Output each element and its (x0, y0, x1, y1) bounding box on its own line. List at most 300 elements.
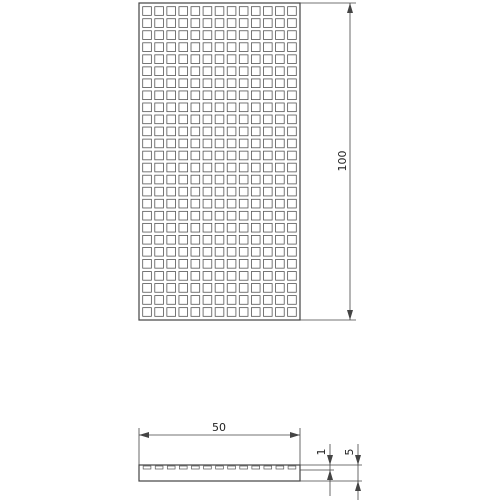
grid-cell (155, 115, 164, 124)
grid-cell (276, 55, 285, 64)
grid-cell (239, 43, 248, 52)
grid-cell (263, 199, 272, 208)
grid-cell (143, 235, 152, 244)
grid-cell (203, 19, 212, 28)
grid-cell (227, 175, 236, 184)
grid-cell (239, 31, 248, 40)
grid-cell (203, 296, 212, 305)
grid-cell (251, 19, 260, 28)
grid-cell (288, 139, 297, 148)
grid-cell (155, 55, 164, 64)
grid-cell (215, 151, 224, 160)
grid-cell (203, 211, 212, 220)
grid-cell (288, 43, 297, 52)
grid-cell (239, 127, 248, 136)
grid-cell (203, 175, 212, 184)
grid-cell (191, 259, 200, 268)
grid-cell (179, 235, 188, 244)
grid-cell (276, 151, 285, 160)
grid-cell (167, 187, 176, 196)
grid-cell (155, 175, 164, 184)
grid-cell (263, 67, 272, 76)
grid-cell (143, 259, 152, 268)
top-view (139, 3, 300, 320)
grid-cell (251, 31, 260, 40)
grid-cell (263, 259, 272, 268)
grid-cell (276, 247, 285, 256)
grid-cell (263, 284, 272, 293)
grid-cell (215, 127, 224, 136)
grid-cell (251, 284, 260, 293)
grid-cell (203, 31, 212, 40)
side-notch (264, 466, 272, 469)
grid-cell (215, 272, 224, 281)
grid-cell (276, 19, 285, 28)
grid-cell (239, 175, 248, 184)
grid-cell (167, 175, 176, 184)
grid-cell (288, 211, 297, 220)
grid-cell (276, 175, 285, 184)
grid-cell (288, 127, 297, 136)
grid-cell (288, 235, 297, 244)
grid-cell (155, 235, 164, 244)
grid-cell (227, 187, 236, 196)
grid-cell (239, 79, 248, 88)
grid-cell (251, 199, 260, 208)
grid-cell (167, 247, 176, 256)
grid-cell (263, 127, 272, 136)
grid-cell (155, 223, 164, 232)
grid-cell (143, 223, 152, 232)
grid-cell (227, 247, 236, 256)
grid-cell (276, 127, 285, 136)
grid-cell (227, 308, 236, 317)
grid-cell (276, 163, 285, 172)
grid-cell (191, 308, 200, 317)
side-notch (204, 466, 212, 469)
grid-cell (263, 296, 272, 305)
grid-cell (179, 115, 188, 124)
grid-cell (155, 91, 164, 100)
grid-cell (167, 115, 176, 124)
grid-cell (227, 19, 236, 28)
grid-cell (143, 175, 152, 184)
grid-cell (227, 67, 236, 76)
grid-cell (215, 284, 224, 293)
grid-cell (276, 308, 285, 317)
grid-cell (191, 187, 200, 196)
grid-cell (167, 31, 176, 40)
grid-cell (203, 151, 212, 160)
grid-cell (276, 272, 285, 281)
grid-cell (191, 43, 200, 52)
grid-cell (143, 199, 152, 208)
width-dimension (139, 421, 300, 465)
grid-cell (215, 235, 224, 244)
grid-cell (179, 139, 188, 148)
grid-cell (179, 187, 188, 196)
grid-cell (143, 187, 152, 196)
grid-cell (155, 19, 164, 28)
grid-cell (203, 163, 212, 172)
grid-cell (227, 127, 236, 136)
grid-cell (288, 115, 297, 124)
grid-cell (215, 187, 224, 196)
grid-cell (215, 91, 224, 100)
side-notch (228, 466, 236, 469)
grid-cell (203, 223, 212, 232)
grid-cell (227, 272, 236, 281)
grid-cell (251, 235, 260, 244)
grid-cell (276, 235, 285, 244)
grid-cell (288, 151, 297, 160)
grid-cell (227, 115, 236, 124)
grid-cell (251, 175, 260, 184)
grid-cell (276, 115, 285, 124)
grid-cell (203, 235, 212, 244)
grid-cell (276, 31, 285, 40)
grid-cell (215, 247, 224, 256)
grid-cell (143, 115, 152, 124)
grid-cell (239, 272, 248, 281)
grid-cell (191, 7, 200, 16)
grid-cell (167, 235, 176, 244)
grid-cell (191, 235, 200, 244)
grid-cell (288, 67, 297, 76)
grid-cell (263, 139, 272, 148)
grid-cell (155, 127, 164, 136)
grid-cell (179, 91, 188, 100)
grid-cell (263, 91, 272, 100)
grid-cell (143, 139, 152, 148)
height-dimension (336, 3, 353, 320)
grid-cell (227, 284, 236, 293)
width-arrow-left (139, 432, 149, 438)
grid-cell (263, 163, 272, 172)
grid-cell (239, 235, 248, 244)
grid-cell (155, 163, 164, 172)
grid-cell (167, 67, 176, 76)
grid-cell (276, 223, 285, 232)
grid-cell (179, 308, 188, 317)
grid-cell (215, 199, 224, 208)
grid-cell (239, 115, 248, 124)
grid-cell (215, 43, 224, 52)
grid-cell (191, 139, 200, 148)
grid-cell (251, 272, 260, 281)
grid-cell (251, 259, 260, 268)
grid-cell (239, 103, 248, 112)
grid-cell (263, 31, 272, 40)
grid-cell (263, 55, 272, 64)
grid-cell (239, 223, 248, 232)
grid-cell (263, 115, 272, 124)
grid-cell (263, 43, 272, 52)
grid-cell (191, 163, 200, 172)
grid-cell (251, 7, 260, 16)
grid-cell (215, 175, 224, 184)
grid-cell (155, 296, 164, 305)
grid-cell (239, 91, 248, 100)
grid-cell (203, 43, 212, 52)
grid-cell (155, 284, 164, 293)
side-notch (191, 466, 199, 469)
grid-cell (191, 115, 200, 124)
grid-cell (251, 296, 260, 305)
grid-cell (167, 163, 176, 172)
grid-cell (276, 211, 285, 220)
grid-cell (227, 151, 236, 160)
grid-cell (143, 127, 152, 136)
grid-cell (203, 308, 212, 317)
grid-cell (203, 91, 212, 100)
thickness-arrow-top (355, 455, 361, 465)
grid-cell (203, 115, 212, 124)
grid-cell (227, 259, 236, 268)
grid-cell (227, 235, 236, 244)
top-view-grid (143, 7, 297, 317)
grid-cell (203, 127, 212, 136)
grid-depth-dimension-label: 1 (315, 448, 328, 456)
grid-cell (227, 31, 236, 40)
grid-cell (215, 139, 224, 148)
grid-cell (155, 67, 164, 76)
grid-cell (191, 103, 200, 112)
side-notch (240, 466, 248, 469)
grid-cell (276, 296, 285, 305)
grid-cell (179, 19, 188, 28)
grid-cell (276, 139, 285, 148)
grid-cell (179, 296, 188, 305)
grid-cell (179, 55, 188, 64)
grid-cell (143, 247, 152, 256)
grid-cell (167, 151, 176, 160)
grid-cell (191, 79, 200, 88)
grid-cell (288, 308, 297, 317)
side-notch (276, 466, 284, 469)
grid-cell (215, 19, 224, 28)
grid-cell (276, 284, 285, 293)
grid-cell (179, 67, 188, 76)
grid-cell (155, 43, 164, 52)
grid-cell (239, 67, 248, 76)
grid-cell (179, 7, 188, 16)
grid-cell (276, 7, 285, 16)
grid-cell (227, 223, 236, 232)
grid-cell (179, 79, 188, 88)
grid-cell (263, 19, 272, 28)
grid-cell (288, 163, 297, 172)
grid-cell (288, 296, 297, 305)
grid-cell (251, 55, 260, 64)
grid-cell (288, 199, 297, 208)
grid-cell (143, 79, 152, 88)
grid-cell (167, 91, 176, 100)
grid-cell (263, 247, 272, 256)
grid-cell (191, 223, 200, 232)
grid-cell (263, 79, 272, 88)
grid-cell (155, 199, 164, 208)
grid-cell (167, 272, 176, 281)
grid-cell (227, 296, 236, 305)
grid-cell (203, 67, 212, 76)
grid-cell (288, 91, 297, 100)
grid-cell (251, 211, 260, 220)
grid-cell (191, 19, 200, 28)
grid-cell (191, 272, 200, 281)
grid-cell (251, 115, 260, 124)
grid-cell (215, 55, 224, 64)
grid-cell (276, 79, 285, 88)
grid-cell (191, 296, 200, 305)
grid-cell (167, 139, 176, 148)
grid-cell (251, 247, 260, 256)
grid-cell (276, 103, 285, 112)
grid-cell (239, 163, 248, 172)
grid-cell (179, 127, 188, 136)
grid-cell (143, 31, 152, 40)
grid-cell (191, 67, 200, 76)
grid-cell (288, 19, 297, 28)
grid-cell (143, 91, 152, 100)
side-notch (288, 466, 296, 469)
grid-cell (179, 151, 188, 160)
grid-cell (191, 55, 200, 64)
grid-cell (203, 103, 212, 112)
grid-cell (167, 308, 176, 317)
grid-cell (155, 247, 164, 256)
grid-cell (263, 151, 272, 160)
grid-cell (179, 272, 188, 281)
grid-cell (167, 7, 176, 16)
grid-cell (143, 163, 152, 172)
grid-cell (288, 272, 297, 281)
grid-cell (239, 284, 248, 293)
grid-cell (167, 43, 176, 52)
grid-cell (251, 79, 260, 88)
grid-cell (215, 103, 224, 112)
grid-cell (239, 259, 248, 268)
grid-cell (251, 67, 260, 76)
grid-cell (288, 7, 297, 16)
grid-cell (215, 259, 224, 268)
height-arrow-top (347, 3, 353, 13)
grid-cell (239, 19, 248, 28)
grid-cell (215, 296, 224, 305)
grid-cell (239, 7, 248, 16)
grid-cell (239, 55, 248, 64)
grid-cell (191, 284, 200, 293)
grid-cell (143, 103, 152, 112)
grid-cell (251, 43, 260, 52)
grid-cell (143, 43, 152, 52)
thickness-dimension-label: 5 (343, 448, 356, 456)
grid-cell (288, 247, 297, 256)
grid-cell (276, 259, 285, 268)
grid-cell (239, 308, 248, 317)
grid-cell (203, 199, 212, 208)
grid-cell (143, 7, 152, 16)
grid-cell (167, 55, 176, 64)
grid-cell (167, 103, 176, 112)
grid-cell (227, 103, 236, 112)
grid-cell (227, 43, 236, 52)
grid-cell (215, 31, 224, 40)
grid-cell (191, 91, 200, 100)
grid-cell (263, 187, 272, 196)
grid-cell (215, 67, 224, 76)
grid-cell (288, 284, 297, 293)
grid-cell (155, 211, 164, 220)
width-arrow-right (290, 432, 300, 438)
grid-cell (155, 259, 164, 268)
grid-cell (215, 79, 224, 88)
grid-cell (227, 7, 236, 16)
grid-cell (263, 223, 272, 232)
grid-cell (251, 91, 260, 100)
grid-cell (203, 272, 212, 281)
grid-cell (167, 19, 176, 28)
grid-cell (239, 187, 248, 196)
grid-cell (143, 308, 152, 317)
grid-cell (179, 259, 188, 268)
grid-cell (215, 308, 224, 317)
grid-cell (276, 91, 285, 100)
grid-cell (288, 223, 297, 232)
grid-cell (203, 139, 212, 148)
grid-cell (155, 139, 164, 148)
grid-cell (167, 127, 176, 136)
grid-cell (227, 139, 236, 148)
grid-cell (251, 139, 260, 148)
grid-cell (227, 91, 236, 100)
grid-cell (239, 139, 248, 148)
side-notch (216, 466, 224, 469)
grid-cell (143, 284, 152, 293)
grid-cell (276, 67, 285, 76)
grid-cell (155, 103, 164, 112)
grid-cell (179, 247, 188, 256)
grid-cell (191, 175, 200, 184)
width-dimension-label: 50 (212, 421, 226, 434)
grid-cell (251, 308, 260, 317)
grid-cell (227, 199, 236, 208)
grid-cell (143, 151, 152, 160)
grid-cell (203, 259, 212, 268)
side-notch (155, 466, 163, 469)
grid-cell (143, 19, 152, 28)
grid-cell (288, 31, 297, 40)
height-arrow-bottom (347, 310, 353, 320)
grid-cell (276, 43, 285, 52)
grid-cell (179, 284, 188, 293)
grid-cell (263, 235, 272, 244)
side-view-notches (143, 466, 296, 469)
grid-cell (288, 79, 297, 88)
grid-cell (179, 103, 188, 112)
grid-cell (143, 272, 152, 281)
grid-cell (288, 187, 297, 196)
grid-cell (155, 272, 164, 281)
side-notch (179, 466, 187, 469)
grid-cell (191, 127, 200, 136)
grid-cell (215, 223, 224, 232)
grid-cell (155, 31, 164, 40)
grid-cell (155, 308, 164, 317)
grid-cell (179, 43, 188, 52)
grid-cell (251, 151, 260, 160)
grid-cell (215, 163, 224, 172)
